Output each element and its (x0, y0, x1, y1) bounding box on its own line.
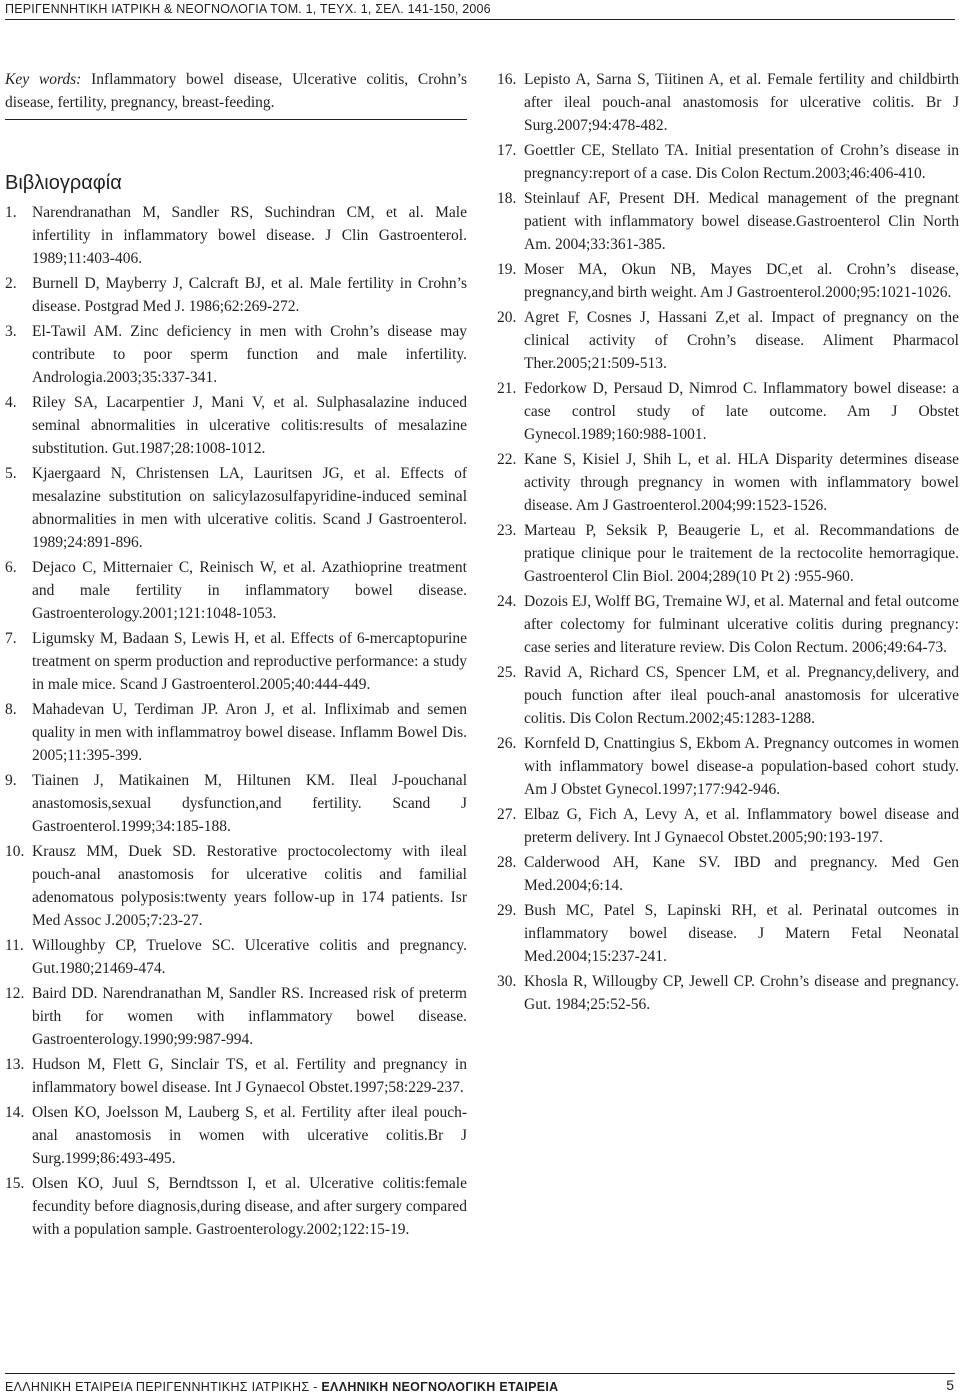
references-right-column (497, 68, 959, 1018)
reference-item (5, 272, 467, 318)
reference-number: 27. (497, 806, 517, 823)
reference-number: 8. (5, 701, 17, 718)
reference-number: 13. (5, 1056, 25, 1073)
reference-number: 17. (497, 142, 517, 159)
reference-number: 26. (497, 735, 517, 752)
reference-item (497, 377, 959, 446)
reference-text: Krausz MM, Duek SD. Restorative proctocolectomy with ileal pouch-anal anastomosis for ulcerative colitis and familial adenomatous polyposis:twenty years follow-up in 174 patients. Isr Med Assoc J.2005;7:23-27. (32, 843, 467, 929)
reference-text: Olsen KO, Juul S, Berndtsson I, et al. Ulcerative colitis:female fecundity before diagnosis,during disease, and after surgery compared with a population sample. Gastroenterology.2002;122:15-19. (32, 1175, 467, 1238)
reference-text: Kane S, Kisiel J, Shih L, et al. HLA Disparity determines disease activity through pregnancy in women with inflammatory bowel disease. Am J Gastroenterol.2004;99:1523-1526. (524, 451, 959, 514)
reference-text: Lepisto A, Sarna S, Tiitinen A, et al. Female fertility and childbirth after ileal pouch-anal anastomosis for ulcerative colitis. Br J Surg.2007;94:478-482. (524, 71, 959, 134)
page-number: 5 (946, 1377, 954, 1393)
reference-text: Kjaergaard N, Christensen LA, Lauritsen JG, et al. Effects of mesalazine substitution on salicylazosulfapyridine-induced seminal abnormalities in men with ulcerative colitis. Scand J Gastroenterol. 1989;24:891-896. (32, 465, 467, 551)
reference-text: Olsen KO, Joelsson M, Lauberg S, et al. Fertility after ileal pouch-anal anastomosis in women with ulcerative colitis.Br J Surg.1999;86:493-495. (32, 1104, 467, 1167)
reference-number: 28. (497, 854, 517, 871)
footer-separator: - (309, 1380, 322, 1394)
reference-item (497, 970, 959, 1016)
running-head: ΠΕΡΙΓΕΝΝΗΤΙΚΗ ΙΑΤΡΙΚΗ & ΝΕΟΓΝΟΛΟΓΙΑ ΤΟΜ. 1, ΤΕΥΧ. 1, ΣΕΛ. 141-150, 2006 (5, 2, 955, 20)
reference-item (5, 627, 467, 696)
reference-text: Hudson M, Flett G, Sinclair TS, et al. Fertility and pregnancy in inflammatory bowel disease. Int J Gynaecol Obstet.1997;58:229-237. (32, 1056, 467, 1096)
reference-text: Marteau P, Seksik P, Beaugerie L, et al. Recommandations de pratique clinique pour le traitement de la rectocolite hemorragique. Gastroenterol Clin Biol. 2004;289(10 Pt 2) :955-960. (524, 522, 959, 585)
footer-society-perinatal: ΕΛΛΗΝΙΚΗ ΕΤΑΙΡΕΙΑ ΠΕΡΙΓΕΝΝΗΤΙΚΗΣ ΙΑΤΡΙΚΗΣ (5, 1380, 310, 1394)
reference-item (5, 1172, 467, 1241)
reference-text: El-Tawil AM. Zinc deficiency in men with Crohn’s disease may contribute to poor sperm function and male infertility. Andrologia.2003;35:337-341. (32, 323, 467, 386)
reference-text: Burnell D, Mayberry J, Calcraft BJ, et al. Male fertility in Crohn’s disease. Postgrad Med J. 1986;62:269-272. (32, 275, 467, 315)
reference-text: Dejaco C, Mitternaier C, Reinisch W, et al. Azathioprine treatment and male fertility in inflammatory bowel disease. Gastroenterology.2001;121:1048-1053. (32, 559, 467, 622)
reference-number: 29. (497, 902, 517, 919)
reference-number: 1. (5, 204, 17, 221)
reference-text: Riley SA, Lacarpentier J, Mani V, et al. Sulphasalazine induced seminal abnormalities in ulcerative colitis:results of mesalazine substitution. Gut.1987;28:1008-1012. (32, 394, 467, 457)
reference-number: 25. (497, 664, 517, 681)
references-heading: Βιβλιογραφία (5, 172, 122, 194)
reference-number: 4. (5, 394, 17, 411)
reference-text: Narendranathan M, Sandler RS, Suchindran CM, et al. Male infertility in inflammatory bowel disease. J Clin Gastroenterol. 1989;11:403-406. (32, 204, 467, 267)
reference-text: Khosla R, Willougby CP, Jewell CP. Crohn’s disease and pregnancy. Gut. 1984;25:52-56. (524, 973, 959, 1013)
reference-item (497, 258, 959, 304)
reference-text: Calderwood AH, Kane SV. IBD and pregnancy. Med Gen Med.2004;6:14. (524, 854, 959, 894)
reference-item (497, 732, 959, 801)
keywords (5, 68, 467, 114)
reference-number: 9. (5, 772, 17, 789)
reference-number: 12. (5, 985, 25, 1002)
reference-text: Ligumsky M, Badaan S, Lewis H, et al. Effects of 6-mercaptopurine treatment on sperm production and reproductive performance: a study in male mice. Scand J Gastroenterol.2005;40:444-449. (32, 630, 467, 693)
reference-item (497, 519, 959, 588)
reference-number: 16. (497, 71, 517, 88)
references-left-column (5, 201, 467, 1243)
reference-text: Agret F, Cosnes J, Hassani Z,et al. Impact of pregnancy on the clinical activity of Crohn’s disease. Aliment Pharmacol Ther.2005;21:509-513. (524, 309, 959, 372)
reference-number: 11. (5, 937, 24, 954)
reference-number: 3. (5, 323, 17, 340)
reference-item (497, 306, 959, 375)
reference-text: Moser MA, Okun NB, Mayes DC,et al. Crohn’s disease, pregnancy,and birth weight. Am J Gastroenterol.2000;95:1021-1026. (524, 261, 959, 301)
reference-item (5, 391, 467, 460)
reference-item (5, 934, 467, 980)
reference-item (497, 803, 959, 849)
reference-text: Baird DD. Narendranathan M, Sandler RS. Increased risk of preterm birth for women with inflammatory bowel disease. Gastroenterology.1990;99:987-994. (32, 985, 467, 1048)
reference-number: 19. (497, 261, 517, 278)
reference-text: Fedorkow D, Persaud D, Nimrod C. Inflammatory bowel disease: a case control study of late outcome. Am J Obstet Gynecol.1989;160:988-1001. (524, 380, 959, 443)
footer-society-neonatal: ΕΛΛΗΝΙΚΗ ΝΕΟΓΝΟΛΟΓΙΚΗ ΕΤΑΙΡΕΙΑ (321, 1380, 559, 1394)
reference-number: 10. (5, 843, 25, 860)
reference-number: 30. (497, 973, 517, 990)
reference-item (497, 139, 959, 185)
reference-item (497, 448, 959, 517)
reference-text: Mahadevan U, Terdiman JP. Aron J, et al. Infliximab and semen quality in men with inflammatroy bowel disease. Inflamm Bowel Dis. 2005;11:395-399. (32, 701, 467, 764)
reference-text: Willoughby CP, Truelove SC. Ulcerative colitis and pregnancy. Gut.1980;21469-474. (32, 937, 467, 977)
reference-text: Elbaz G, Fich A, Levy A, et al. Inflammatory bowel disease and preterm delivery. Int J Gynaecol Obstet.2005;90:193-197. (524, 806, 959, 846)
reference-text: Kornfeld D, Cnattingius S, Ekbom A. Pregnancy outcomes in women with inflammatory bowel disease-a population-based cohort study. Am J Obstet Gynecol.1997;177:942-946. (524, 735, 959, 798)
reference-number: 20. (497, 309, 517, 326)
reference-item (5, 769, 467, 838)
reference-number: 5. (5, 465, 17, 482)
reference-text: Ravid A, Richard CS, Spencer LM, et al. Pregnancy,delivery, and pouch function after ileal pouch-anal anastomosis for ulcerative colitis. Dis Colon Rectum.2002;45:1283-1288. (524, 664, 959, 727)
reference-item (497, 68, 959, 137)
reference-item (497, 590, 959, 659)
reference-text: Tiainen J, Matikainen M, Hiltunen KM. Ileal J-pouchanal anastomosis,sexual dysfunction,and fertility. Scand J Gastroenterol.1999;34:185-188. (32, 772, 467, 835)
keywords-divider (5, 119, 467, 120)
reference-item (497, 851, 959, 897)
reference-item (5, 462, 467, 554)
reference-item (5, 698, 467, 767)
reference-number: 23. (497, 522, 517, 539)
reference-item (5, 1053, 467, 1099)
reference-item (497, 661, 959, 730)
reference-number: 7. (5, 630, 17, 647)
reference-item (5, 982, 467, 1051)
reference-item (497, 899, 959, 968)
reference-number: 2. (5, 275, 17, 292)
reference-number: 24. (497, 593, 517, 610)
reference-item (497, 187, 959, 256)
reference-item (5, 556, 467, 625)
footer-divider (5, 1373, 955, 1374)
reference-number: 6. (5, 559, 17, 576)
reference-text: Bush MC, Patel S, Lapinski RH, et al. Perinatal outcomes in inflammatory bowel disease. J Matern Fetal Neonatal Med.2004;15:237-241. (524, 902, 959, 965)
reference-item (5, 320, 467, 389)
reference-text: Dozois EJ, Wolff BG, Tremaine WJ, et al. Maternal and fetal outcome after colectomy for fulminant ulcerative colitis during pregnancy: case series and literature review. Dis Colon Rectum. 2006;49:64-73. (524, 593, 959, 656)
reference-text: Steinlauf AF, Present DH. Medical management of the pregnant patient with inflammatory bowel disease.Gastroenterol Clin North Am. 2004;33:361-385. (524, 190, 959, 253)
reference-item (5, 201, 467, 270)
reference-item (5, 840, 467, 932)
reference-number: 15. (5, 1175, 25, 1192)
keywords-text: Inflammatory bowel disease, Ulcerative colitis, Crohn’s disease, fertility, pregnancy, breast-feeding. (5, 71, 467, 111)
reference-item (5, 1101, 467, 1170)
reference-number: 18. (497, 190, 517, 207)
reference-number: 14. (5, 1104, 25, 1121)
reference-text: Goettler CE, Stellato TA. Initial presentation of Crohn’s disease in pregnancy:report of a case. Dis Colon Rectum.2003;46:406-410. (524, 142, 959, 182)
reference-number: 21. (497, 380, 517, 397)
keywords-label: Key words: (5, 71, 82, 88)
reference-number: 22. (497, 451, 517, 468)
footer (5, 1380, 955, 1394)
